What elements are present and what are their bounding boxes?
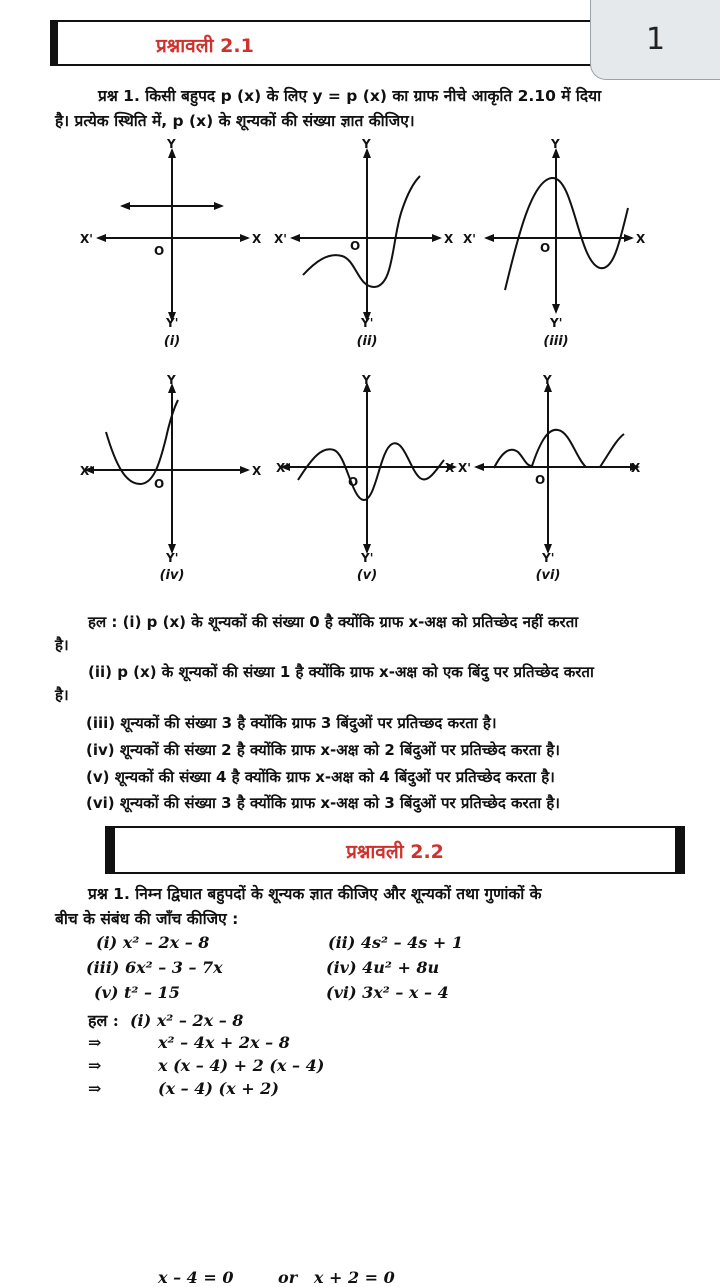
axis-label-yneg: Y' — [542, 551, 555, 565]
figure-label-ii: (ii) — [356, 334, 378, 349]
axis-label-y: Y — [362, 373, 371, 387]
step-1-arrow: ⇒ — [88, 1033, 102, 1052]
axis-label-x: X — [631, 461, 641, 475]
question-1-line-2: है। प्रत्येक स्थिति में, p (x) के शून्यकों की संख्या ज्ञात कीजिए। — [55, 112, 415, 130]
section-header-2-1 — [50, 20, 650, 66]
part-v: (v) t² – 15 — [94, 983, 180, 1002]
axis-label-x: X — [252, 232, 262, 246]
axis-label-xneg: X' — [463, 232, 476, 246]
axis-label-origin: O — [348, 475, 359, 489]
question-2-2-line-2: बीच के संबंध की जाँच कीजिए : — [55, 910, 239, 928]
solution-line-2b: है। — [55, 686, 69, 704]
solution-line-1b: है। — [55, 636, 69, 654]
axis-label-origin: O — [154, 477, 165, 491]
axis-label-xneg: X' — [80, 464, 93, 478]
step-3-arrow: ⇒ — [88, 1079, 102, 1098]
graph-iii — [486, 150, 632, 312]
part-i: (i) x² – 2x – 8 — [96, 933, 210, 952]
axis-label-y: Y — [362, 137, 371, 151]
axis-label-y: Y — [167, 373, 176, 387]
section-title: प्रश्नावली 2.2 — [346, 841, 444, 863]
solution-line-5: (v) शून्यकों की संख्या 4 है क्योंकि ग्राफ x-अक्ष को 4 बिंदुओं पर प्रतिच्छेद करता है। — [86, 768, 555, 786]
axis-label-xneg: X' — [458, 461, 471, 475]
question-1-line-1: प्रश्न 1. किसी बहुपद p (x) के लिए y = p (x) का ग्राफ नीचे आकृति 2.10 में दिया — [98, 87, 602, 105]
step-4-cut-off: x – 4 = 0 or x + 2 = 0 — [158, 1268, 395, 1287]
part-vi: (vi) 3x² – x – 4 — [326, 983, 449, 1002]
figure-label-iii: (iii) — [543, 334, 569, 349]
axis-label-yneg: Y' — [550, 316, 563, 330]
axis-label-origin: O — [350, 239, 361, 253]
section-header-2-2 — [105, 826, 685, 874]
axis-label-origin: O — [540, 241, 551, 255]
solution-line-2: (ii) p (x) के शून्यकों की संख्या 1 है क्योंकि ग्राफ x-अक्ष को एक बिंदु पर प्रतिच्छेद करता — [88, 663, 594, 681]
part-iv: (iv) 4u² + 8u — [326, 958, 440, 977]
axis-label-yneg: Y' — [361, 551, 374, 565]
figure-label-i: (i) — [163, 334, 181, 349]
page-number-badge[interactable]: 1 — [590, 0, 720, 80]
section-title: प्रश्नावली 2.1 — [156, 35, 254, 57]
graph-iv — [86, 385, 248, 552]
step-2-expr: x (x – 4) + 2 (x – 4) — [158, 1056, 325, 1075]
axis-label-y: Y — [167, 137, 176, 151]
graph-i — [98, 150, 248, 320]
solution-line-4: (iv) शून्यकों की संख्या 2 है क्योंकि ग्राफ x-अक्ष को 2 बिंदुओं पर प्रतिच्छेद करता है। — [86, 741, 560, 759]
figure-label-iv: (iv) — [159, 568, 185, 583]
solution-line-6: (vi) शून्यकों की संख्या 3 है क्योंकि ग्राफ x-अक्ष को 3 बिंदुओं पर प्रतिच्छेद करता है। — [86, 794, 560, 812]
figure-label-vi: (vi) — [535, 568, 561, 583]
graphs-figure-2-10 — [0, 135, 720, 595]
axis-label-y: Y — [543, 373, 552, 387]
part-ii: (ii) 4s² – 4s + 1 — [328, 933, 463, 952]
axis-label-xneg: X' — [274, 232, 287, 246]
step-1-expr: x² – 4x + 2x – 8 — [158, 1033, 290, 1052]
axis-label-xneg: X' — [80, 232, 93, 246]
part-iii: (iii) 6x² – 3 – 7x — [86, 958, 223, 977]
question-2-2-line-1: प्रश्न 1. निम्न द्विघात बहुपदों के शून्यक ज्ञात कीजिए और शून्यकों तथा गुणांकों के — [88, 885, 542, 903]
axis-label-origin: O — [535, 473, 546, 487]
solution-2-2-label: हल : (i) x² – 2x – 8 — [88, 1011, 244, 1030]
figure-label-v: (v) — [356, 568, 378, 583]
graph-vi — [476, 384, 638, 552]
graph-v — [282, 384, 455, 552]
graph-ii — [292, 150, 440, 320]
solution-line-3: (iii) शून्यकों की संख्या 3 है क्योंकि ग्राफ 3 बिंदुओं पर प्रतिच्छद करता है। — [86, 714, 497, 732]
axis-label-x: X — [636, 232, 646, 246]
solution-line-1: हल : (i) p (x) के शून्यकों की संख्या 0 है क्योंकि ग्राफ x-अक्ष को प्रतिच्छेद नहीं करता — [88, 613, 579, 631]
axis-label-x: X — [444, 232, 454, 246]
axis-label-yneg: Y' — [166, 551, 179, 565]
axis-label-origin: O — [154, 244, 165, 258]
axis-label-x: X — [445, 461, 455, 475]
axis-label-y: Y — [551, 137, 560, 151]
step-3-expr: (x – 4) (x + 2) — [158, 1079, 279, 1098]
step-2-arrow: ⇒ — [88, 1056, 102, 1075]
axis-label-xneg: X' — [276, 461, 289, 475]
axis-label-x: X — [252, 464, 262, 478]
axis-label-yneg: Y' — [166, 316, 179, 330]
axis-label-yneg: Y' — [361, 316, 374, 330]
